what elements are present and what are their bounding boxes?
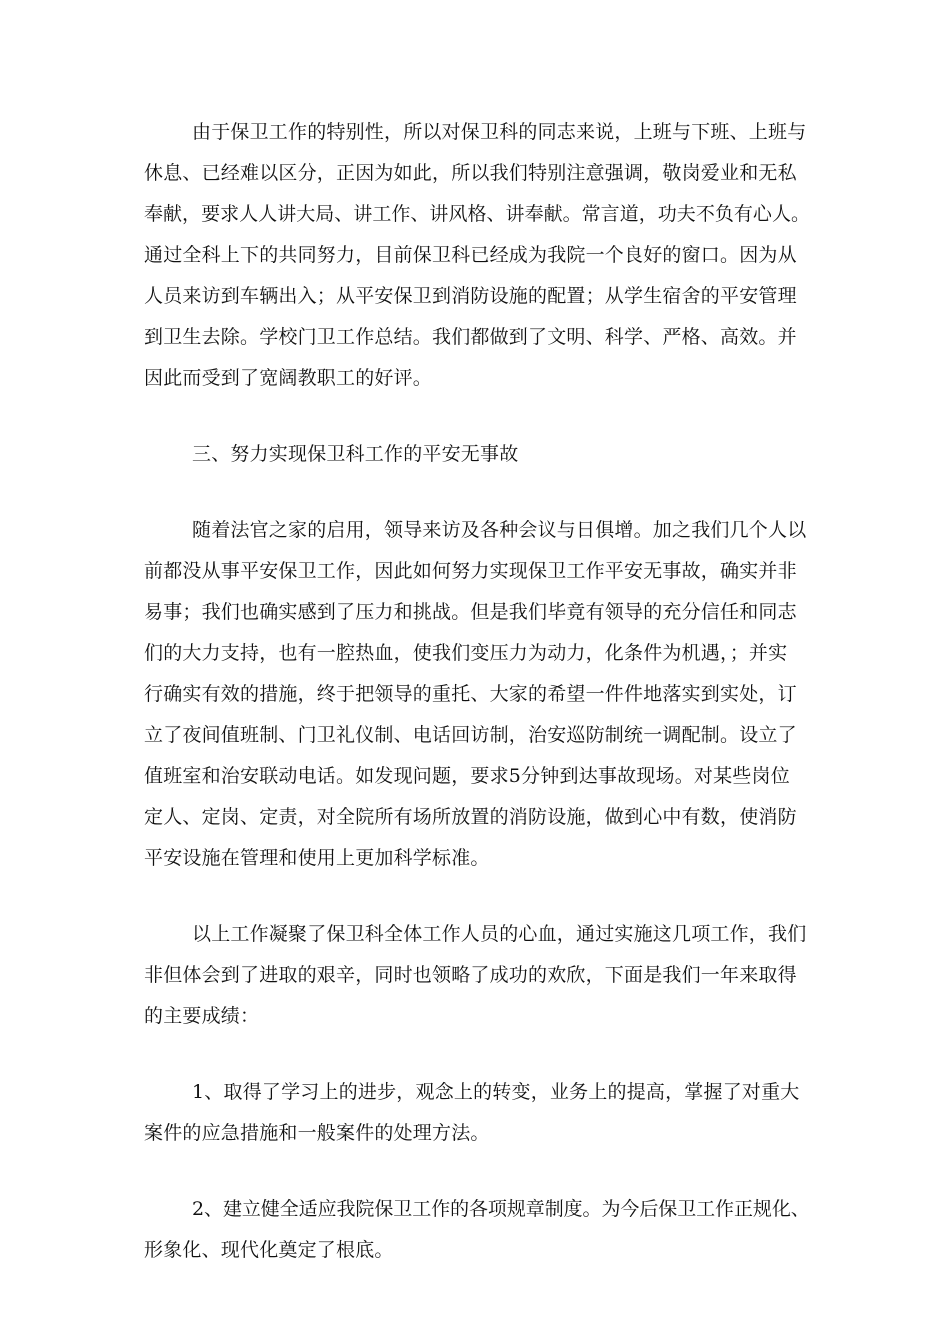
text-line: 人员来访到车辆出入；从平安保卫到消防设施的配置；从学生宿舍的平安管理 bbox=[144, 285, 797, 307]
text-line: 随着法官之家的启用，领导来访及各种会议与日俱增。加之我们几个人以 bbox=[192, 519, 807, 541]
text-line: 立了夜间值班制、门卫礼仪制、电话回访制，治安巡防制统一调配制。设立了 bbox=[144, 724, 797, 746]
text-line: 易事；我们也确实感到了压力和挑战。但是我们毕竟有领导的充分信任和同志 bbox=[144, 601, 797, 623]
text-line: 定人、定岗、定责，对全院所有场所放置的消防设施，做到心中有数，使消防 bbox=[144, 806, 797, 828]
text-line: 行确实有效的措施，终于把领导的重托、大家的希望一件件地落实到实处，订 bbox=[144, 683, 797, 705]
text-line: 平安设施在管理和使用上更加科学标准。 bbox=[144, 847, 490, 869]
text-line: 以上工作凝聚了保卫科全体工作人员的心血，通过实施这几项工作，我们 bbox=[192, 923, 807, 945]
text-line: 非但体会到了进取的艰辛，同时也领略了成功的欢欣，下面是我们一年来取得 bbox=[144, 964, 797, 986]
text-line: 奉献，要求人人讲大局、讲工作、讲风格、讲奉献。常言道，功夫不负有心人。 bbox=[144, 203, 811, 225]
text-line: 形象化、现代化奠定了根底。 bbox=[144, 1239, 394, 1261]
text-line: 2、建立健全适应我院保卫工作的各项规章制度。为今后保卫工作正规化、 bbox=[192, 1198, 810, 1220]
text-line: 由于保卫工作的特别性，所以对保卫科的同志来说，上班与下班、上班与 bbox=[192, 121, 807, 143]
text-line: 1、取得了学习上的进步，观念上的转变，业务上的提高，掌握了对重大 bbox=[192, 1081, 800, 1103]
text-line: 到卫生去除。学校门卫工作总结。我们都做到了文明、科学、严格、高效。并 bbox=[144, 326, 797, 348]
text-line: 值班室和治安联动电话。如发现问题，要求5分钟到达事故现场。对某些岗位 bbox=[144, 765, 790, 787]
section-heading: 三、努力实现保卫科工作的平安无事故 bbox=[192, 443, 519, 465]
text-line: 前都没从事平安保卫工作，因此如何努力实现保卫工作平安无事故，确实并非 bbox=[144, 560, 797, 582]
text-line: 休息、已经难以区分，正因为如此，所以我们特别注意强调，敬岗爱业和无私 bbox=[144, 162, 797, 184]
text-line: 们的大力支持，也有一腔热血，使我们变压力为动力，化条件为机遇，；并实 bbox=[144, 642, 788, 664]
text-line: 的主要成绩： bbox=[144, 1005, 260, 1027]
text-line: 案件的应急措施和一般案件的处理方法。 bbox=[144, 1122, 490, 1144]
text-line: 因此而受到了宽阔教职工的好评。 bbox=[144, 367, 433, 389]
text-line: 通过全科上下的共同努力，目前保卫科已经成为我院一个良好的窗口。因为从 bbox=[144, 244, 797, 266]
